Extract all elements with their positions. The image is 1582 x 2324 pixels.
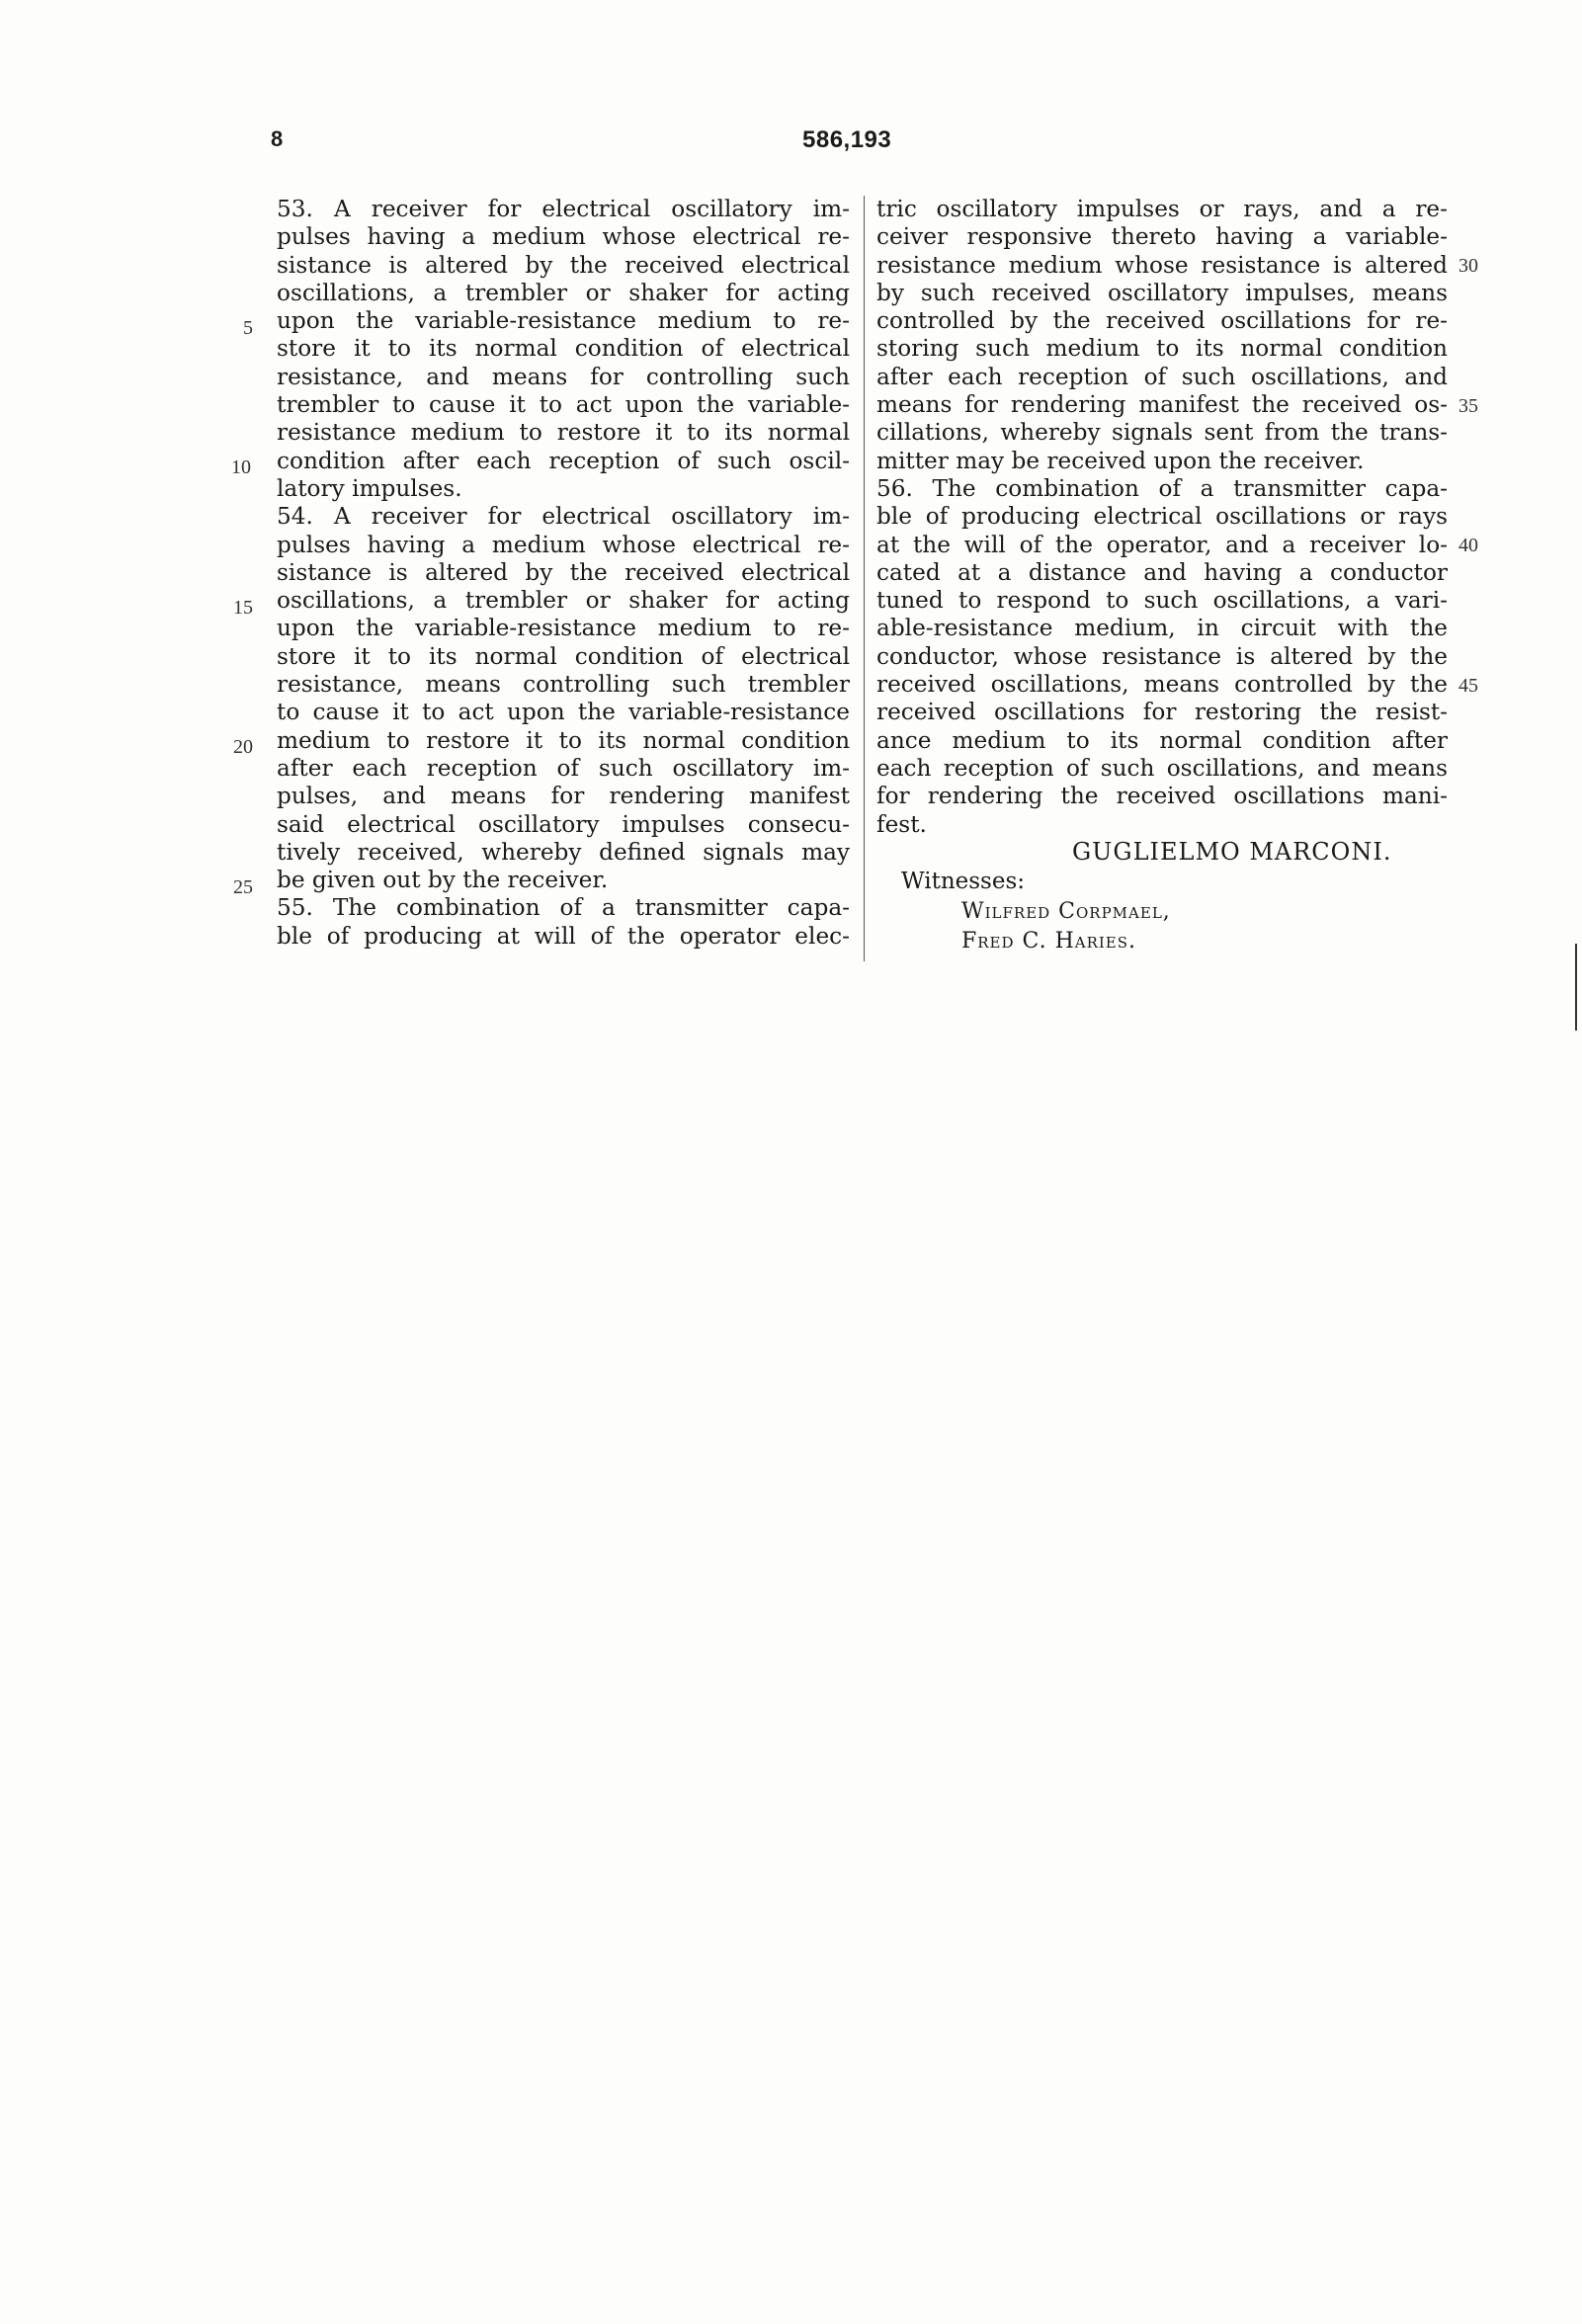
- text-line: ceiver responsive thereto having a variable-: [876, 223, 1448, 251]
- text-line: storing such medium to its normal condition: [876, 335, 1448, 363]
- right-text-column: [876, 196, 1448, 839]
- text-line: received oscillations, means controlled by the: [876, 671, 1448, 699]
- text-line: 54. A receiver for electrical oscillatory im-: [277, 503, 850, 531]
- column-divider: [864, 196, 865, 961]
- text-line: tively received, whereby defined signals may: [277, 838, 850, 866]
- line-number: 15: [233, 597, 253, 619]
- text-line: ance medium to its normal condition after: [876, 726, 1448, 754]
- text-line: after each reception of such oscillations, and: [876, 363, 1448, 390]
- line-number: 5: [243, 317, 253, 339]
- text-line: after each reception of such oscillatory im-: [277, 754, 850, 782]
- text-line: tric oscillatory impulses or rays, and a re-: [876, 196, 1448, 222]
- witness-name: Wilfred Corpmael,: [961, 899, 1171, 924]
- text-line: 55. The combination of a transmitter capa-: [277, 894, 850, 922]
- text-line: for rendering the received oscillations mani-: [876, 783, 1448, 810]
- line-number: 25: [233, 876, 253, 898]
- text-line: oscillations, a trembler or shaker for acting: [277, 587, 850, 615]
- text-line: each reception of such oscillations, and means: [876, 754, 1448, 782]
- text-line: means for rendering manifest the received os-: [876, 391, 1448, 419]
- text-line: said electrical oscillatory impulses consecu-: [277, 810, 850, 838]
- text-line: sistance is altered by the received electrical: [277, 558, 850, 586]
- text-line: conductor, whose resistance is altered by the: [876, 642, 1448, 670]
- text-line: pulses, and means for rendering manifest: [277, 783, 850, 810]
- text-line: at the will of the operator, and a receiver lo-: [876, 531, 1448, 558]
- line-number: 30: [1458, 255, 1478, 277]
- text-line: sistance is altered by the received electrical: [277, 251, 850, 279]
- text-line: store it to its normal condition of electrical: [277, 335, 850, 363]
- text-line: latory impulses.: [277, 474, 462, 502]
- text-line: pulses having a medium whose electrical re-: [277, 531, 850, 558]
- text-line: oscillations, a trembler or shaker for acting: [277, 279, 850, 306]
- text-line: controlled by the received oscillations for re-: [876, 307, 1448, 335]
- text-line: condition after each reception of such oscil-: [277, 447, 850, 474]
- text-line: mitter may be received upon the receiver.: [876, 447, 1365, 474]
- text-line: able-resistance medium, in circuit with the: [876, 615, 1448, 642]
- text-line: trembler to cause it to act upon the variable-: [277, 391, 850, 419]
- text-line: resistance, and means for controlling such: [277, 363, 850, 390]
- scan-edge-mark: [1575, 944, 1577, 1031]
- line-number: 35: [1458, 395, 1478, 417]
- text-line: store it to its normal condition of electrical: [277, 642, 850, 670]
- line-number: 20: [233, 736, 253, 758]
- line-number: 10: [231, 456, 251, 478]
- text-line: tuned to respond to such oscillations, a vari-: [876, 587, 1448, 615]
- text-line: be given out by the receiver.: [277, 867, 609, 894]
- line-number: 45: [1458, 675, 1478, 697]
- text-line: cillations, whereby signals sent from the trans-: [876, 419, 1448, 447]
- text-line: resistance, means controlling such trembler: [277, 671, 850, 699]
- line-number: 40: [1458, 535, 1478, 556]
- text-line: upon the variable-resistance medium to re-: [277, 307, 850, 335]
- witnesses-label: Witnesses:: [901, 869, 1026, 894]
- text-line: medium to restore it to its normal condition: [277, 726, 850, 754]
- patent-number: 586,193: [802, 126, 892, 153]
- text-line: cated at a distance and having a conductor: [876, 558, 1448, 586]
- text-line: ble of producing at will of the operator elec-: [277, 922, 850, 950]
- text-line: upon the variable-resistance medium to re-: [277, 615, 850, 642]
- left-text-column: [277, 196, 850, 951]
- text-line: by such received oscillatory impulses, means: [876, 279, 1448, 306]
- page-header: [0, 126, 1582, 166]
- page-number: 8: [271, 126, 284, 151]
- text-line: received oscillations for restoring the resist-: [876, 699, 1448, 726]
- text-line: to cause it to act upon the variable-resistance: [277, 699, 850, 726]
- text-line: resistance medium whose resistance is altered: [876, 251, 1448, 279]
- text-line: 56. The combination of a transmitter capa-: [876, 474, 1448, 502]
- text-line: 53. A receiver for electrical oscillatory im-: [277, 196, 850, 222]
- text-line: pulses having a medium whose electrical re-: [277, 223, 850, 251]
- inventor-signature: GUGLIELMO MARCONI.: [1072, 838, 1392, 866]
- text-line: ble of producing electrical oscillations or rays: [876, 503, 1448, 531]
- text-line: fest.: [876, 810, 927, 838]
- text-line: resistance medium to restore it to its normal: [277, 419, 850, 447]
- witness-name: Fred C. Haries.: [961, 929, 1137, 954]
